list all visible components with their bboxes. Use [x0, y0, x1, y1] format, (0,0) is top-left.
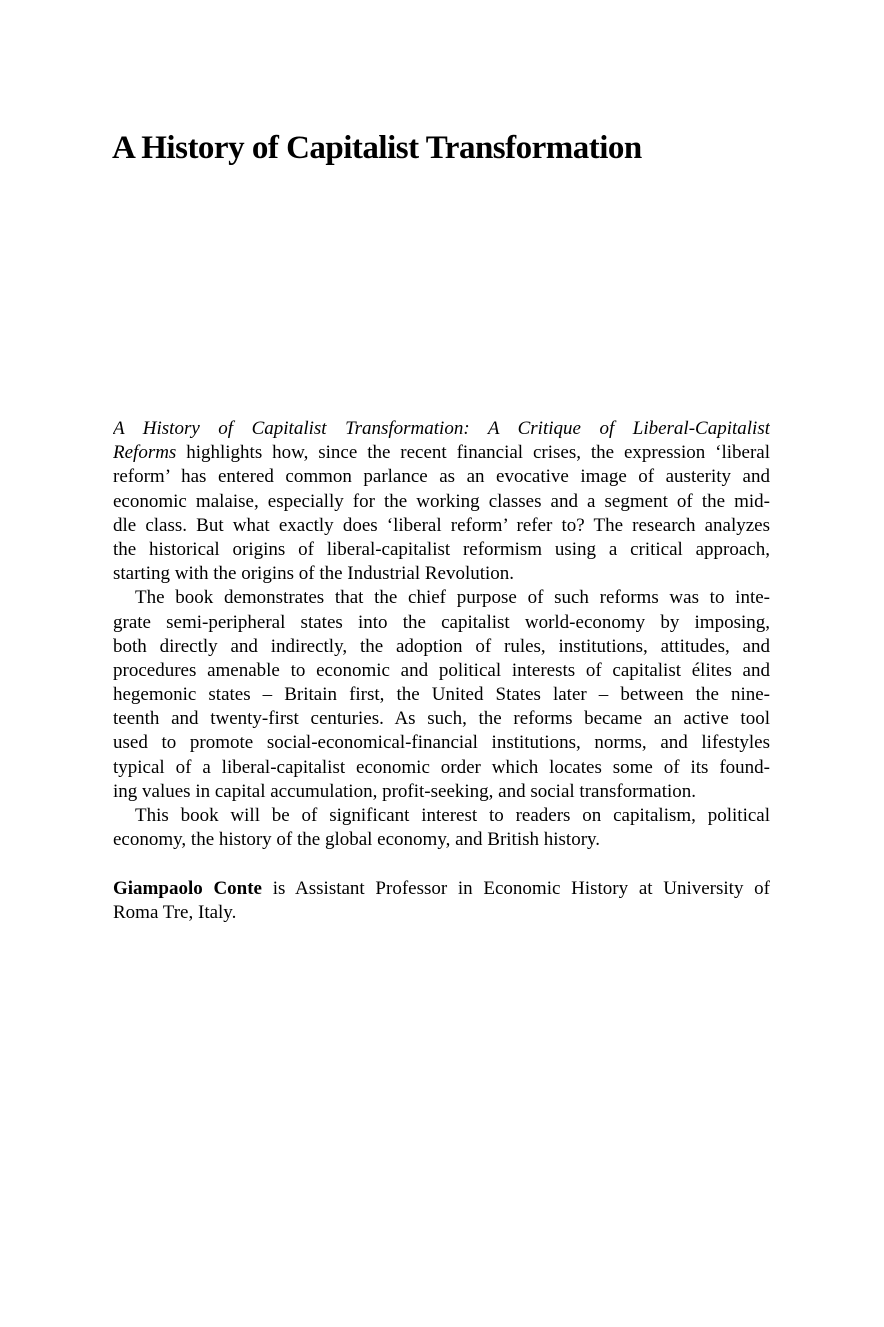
text-run: both directly and indirectly, the adoption of rules, institutions, attitudes, and — [113, 635, 770, 657]
text-run: the historical origins of liberal-capitalist reformism using a critical approach, — [113, 538, 770, 560]
author-bio-paragraph — [113, 877, 770, 925]
text-run: dle class. But what exactly does ‘liberal reform’ refer to? The research analyzes — [113, 514, 770, 536]
text-run: hegemonic states – Britain first, the United States later – between the nine- — [113, 684, 770, 706]
text-run: grate semi-peripheral states into the capitalist world-economy by imposing, — [113, 611, 770, 633]
text-run: Reforms — [113, 442, 177, 464]
author-bio — [113, 877, 770, 925]
text-line — [113, 877, 770, 901]
paragraph — [113, 586, 770, 804]
text-run: economic malaise, especially for the working classes and a segment of the mid- — [113, 490, 770, 512]
text-line — [113, 562, 770, 586]
text-line — [113, 490, 770, 514]
text-run: reform’ has entered common parlance as an evocative image of austerity and — [113, 466, 770, 488]
text-run: highlights how, since the recent financial crises, the expression ‘liberal — [176, 442, 770, 464]
text-line — [113, 707, 770, 731]
text-run: used to promote social-economical-financial institutions, norms, and lifestyles — [113, 732, 770, 754]
text-run: Roma Tre, Italy. — [113, 901, 237, 923]
text-line — [113, 465, 770, 489]
text-run: procedures amenable to economic and political interests of capitalist élites and — [113, 659, 770, 681]
text-run: is Assistant Professor in Economic History at University of — [262, 877, 770, 899]
text-line — [113, 538, 770, 562]
text-line — [113, 756, 770, 780]
text-line — [113, 731, 770, 755]
book-description — [113, 417, 770, 852]
text-line — [113, 635, 770, 659]
text-run: teenth and twenty-first centuries. As such, the reforms became an active tool — [113, 708, 770, 730]
text-line — [113, 417, 770, 441]
text-line — [113, 514, 770, 538]
text-line — [113, 780, 770, 804]
page-title: A History of Capitalist Transformation — [112, 130, 642, 166]
text-line — [113, 611, 770, 635]
text-run: The book demonstrates that the chief purpose of such reforms was to inte- — [135, 587, 770, 609]
text-line — [113, 804, 770, 828]
text-line — [113, 441, 770, 465]
text-line — [113, 586, 770, 610]
text-run: A History of Capitalist Transformation: A Critique of Liberal-Capitalist — [113, 418, 770, 439]
text-run: typical of a liberal-capitalist economic order which locates some of its found- — [113, 756, 770, 778]
text-run: economy, the history of the global economy, and British history. — [113, 829, 601, 851]
body-text-block — [113, 417, 770, 925]
paragraph — [113, 417, 770, 586]
text-line — [113, 683, 770, 707]
text-line — [113, 828, 770, 852]
text-run: This book will be of significant interest to readers on capitalism, political — [135, 805, 770, 826]
text-line — [113, 901, 770, 925]
text-run: Giampaolo Conte — [113, 877, 262, 899]
text-run: starting with the origins of the Industrial Revolution. — [113, 563, 515, 585]
text-run: ing values in capital accumulation, profit-seeking, and social transformation. — [113, 780, 697, 802]
text-line — [113, 659, 770, 683]
paragraph — [113, 804, 770, 852]
